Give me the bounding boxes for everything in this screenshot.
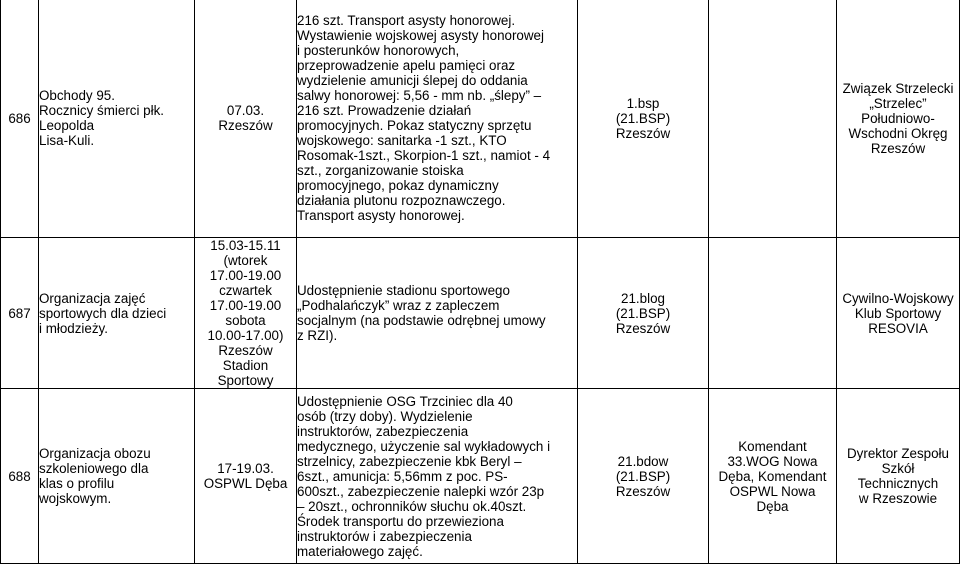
text-line: szt., zorganizowanie stoiska xyxy=(297,163,464,178)
text-line: Dęba, Komendant xyxy=(718,468,827,484)
text-line: Rzeszów xyxy=(218,343,273,358)
text-line: Wystawienie wojskowej asysty honorowej xyxy=(297,28,544,43)
table-row xyxy=(1,389,960,564)
partner xyxy=(837,389,960,564)
text-line: 6szt., amunicja: 5,56mm z poc. PS- xyxy=(297,468,508,484)
text-line: Leopolda xyxy=(39,118,95,133)
organizer xyxy=(709,238,837,389)
row-number: 688 xyxy=(1,389,39,564)
text-line: Rosomak-1szt., Skorpion-1 szt., namiot - 4 xyxy=(297,148,551,163)
partner xyxy=(837,0,960,238)
text-line: instruktorów i zabezpieczenia xyxy=(297,528,472,544)
text-line: 17.00-19.00 xyxy=(209,268,282,283)
text-line: salwy honorowej: 5,56 - mm nb. „ślepy” – xyxy=(297,88,542,103)
text-line: Rocznicy śmierci płk. xyxy=(39,103,165,118)
text-line: instruktorów, zabezpieczenia xyxy=(297,423,469,439)
text-line: z RZI). xyxy=(297,328,338,343)
military-unit xyxy=(578,389,709,564)
text-line: 15.03-15.11 xyxy=(210,238,281,253)
text-line: Lisa-Kuli. xyxy=(39,133,95,148)
text-line: 33.WOG Nowa xyxy=(727,453,818,469)
organizer xyxy=(709,389,837,564)
military-unit xyxy=(578,0,709,238)
text-line: medycznego, użyczenie sal wykładowych i xyxy=(297,438,551,454)
text-line: Rzeszów xyxy=(615,483,671,499)
text-line: „Strzelec” xyxy=(869,95,927,111)
text-line: Organizacja zajęć xyxy=(39,290,146,306)
text-line: sobota xyxy=(225,313,266,328)
text-line: sportowych dla dzieci xyxy=(39,305,167,321)
text-line: Obchody 95. xyxy=(39,88,115,103)
row-number: 687 xyxy=(1,238,39,389)
event-description xyxy=(297,0,578,238)
table-body xyxy=(1,0,960,564)
event-date-place xyxy=(195,0,297,238)
text-line: Rzeszów xyxy=(870,140,926,156)
text-line: promocyjnych. Pokaz statyczny sprzętu xyxy=(297,118,532,133)
text-line: strzelnicy, zabezpieczenie kbk Beryl – xyxy=(297,453,522,469)
text-line: klas o profilu xyxy=(39,476,115,491)
text-line: materiałowego zajęć. xyxy=(297,543,423,559)
partner xyxy=(837,238,960,389)
text-line: Rzeszów xyxy=(615,320,671,336)
text-line: 17-19.03. xyxy=(217,461,274,476)
text-line: (21.BSP) xyxy=(615,468,671,484)
text-line: działania plutonu rozpoznawczego. xyxy=(297,193,506,208)
text-line: 21.blog xyxy=(621,290,665,306)
text-line: Klub Sportowy xyxy=(854,305,942,321)
text-line: Cywilno-Wojskowy xyxy=(842,290,954,306)
text-line: wydzielenie amunicji ślepej do oddania xyxy=(297,73,528,88)
text-line: 10.00-17.00) xyxy=(207,328,284,343)
text-line: wojskowego: sanitarka -1 szt., KTO xyxy=(297,133,507,148)
organizer xyxy=(709,0,837,238)
text-line: (21.BSP) xyxy=(615,305,671,321)
text-line: Sportowy xyxy=(217,373,274,388)
text-line: RESOVIA xyxy=(868,320,928,336)
text-line: 17.00-19.00 xyxy=(209,298,282,313)
text-line: osób (trzy doby). Wydzielenie xyxy=(297,408,473,424)
table-row xyxy=(1,238,960,389)
text-line: „Podhalańczyk” wraz z zapleczem xyxy=(297,298,500,313)
text-line: 216 szt. Transport asysty honorowej. xyxy=(297,13,516,28)
event-name xyxy=(39,389,195,564)
text-line: przeprowadzenie apelu pamięci oraz xyxy=(297,58,516,73)
text-line: Rzeszów xyxy=(218,118,273,133)
event-date-place xyxy=(195,389,297,564)
text-line: czwartek xyxy=(219,283,272,298)
military-unit xyxy=(578,238,709,389)
text-line: – 20szt., ochronników słuchu ok.40szt. xyxy=(297,498,527,514)
table-row xyxy=(1,0,960,238)
text-line: Rzeszów xyxy=(615,125,671,141)
text-line: 1.bsp xyxy=(626,95,660,111)
text-line: Związek Strzelecki xyxy=(842,80,954,96)
text-line: Udostępnienie OSG Trzciniec dla 40 xyxy=(297,393,513,409)
text-line: Południowo- xyxy=(861,110,935,126)
text-line: Szkół xyxy=(881,461,915,476)
text-line: (wtorek xyxy=(223,253,268,268)
text-line: szkoleniowego dla xyxy=(39,461,149,476)
text-line: Udostępnienie stadionu sportowego xyxy=(297,283,510,298)
event-name xyxy=(39,0,195,238)
event-description xyxy=(297,389,578,564)
text-line: Środek transportu do przewieziona xyxy=(297,513,504,529)
text-line: 07.03. xyxy=(226,103,265,118)
event-description xyxy=(297,238,578,389)
text-line: i posterunków honorowych, xyxy=(297,43,460,58)
text-line: Organizacja obozu xyxy=(39,446,151,461)
text-line: 600szt., zabezpieczenie nalepki wzór 23p xyxy=(297,483,545,499)
text-line: socjalnym (na podstawie odrębnej umowy xyxy=(297,313,546,328)
text-line: Dyrektor Zespołu xyxy=(847,446,949,461)
text-line: 216 szt. Prowadzenie działań xyxy=(297,103,472,118)
event-date-place xyxy=(195,238,297,389)
text-line: Dęba xyxy=(756,498,789,514)
text-line: promocyjnego, pokaz dynamiczny xyxy=(297,178,499,193)
text-line: (21.BSP) xyxy=(615,110,671,126)
row-number: 686 xyxy=(1,0,39,238)
event-name xyxy=(39,238,195,389)
text-line: Komendant xyxy=(738,438,807,454)
text-line: i młodzieży. xyxy=(39,320,108,336)
text-line: wojskowym. xyxy=(39,491,112,506)
text-line: w Rzeszowie xyxy=(858,491,938,506)
text-line: OSPWL Nowa xyxy=(729,483,816,499)
text-line: OSPWL Dęba xyxy=(203,476,288,491)
text-line: Stadion xyxy=(222,358,269,373)
text-line: 21.bdow xyxy=(617,453,669,469)
text-line: Technicznych xyxy=(857,476,939,491)
text-line: Wschodni Okręg xyxy=(848,125,948,141)
text-line: Transport asysty honorowej. xyxy=(297,208,465,223)
